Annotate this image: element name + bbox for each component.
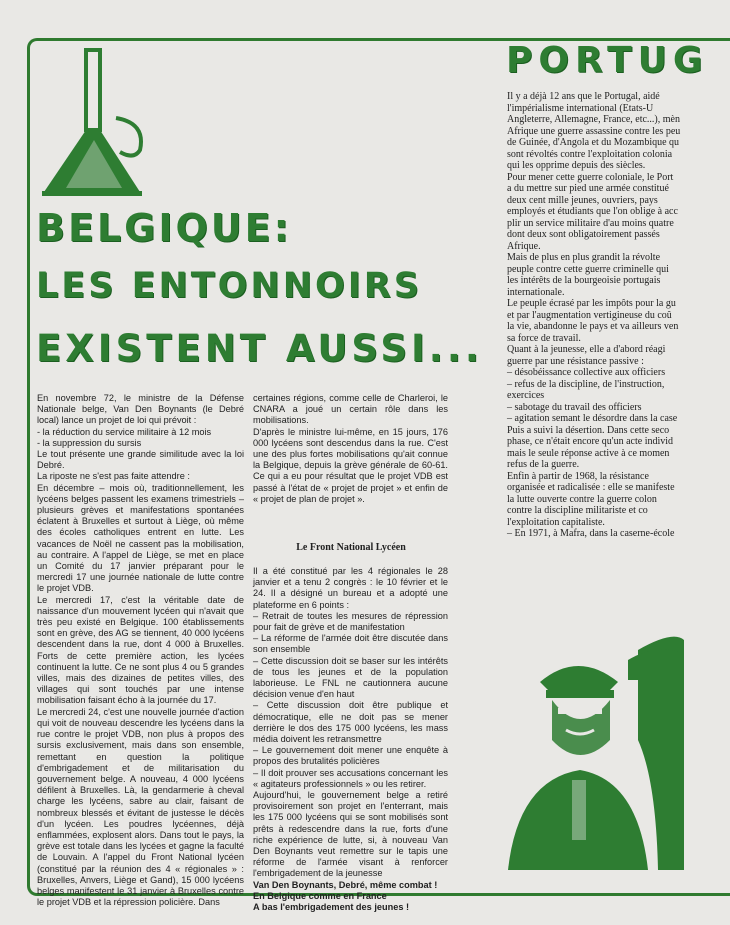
text-line: phase, ce n'était encore qu'un acte individ xyxy=(507,436,674,447)
paragraph: En novembre 72, le ministre de la Défense Nationale belge, Van Den Boynants (le Debré local) lance un projet de loi qui prévoit : xyxy=(37,393,244,426)
paragraph: - la suppression du sursis xyxy=(37,437,142,448)
text-line: les intérêts de la bourgeoisie portugais xyxy=(507,275,661,286)
slogan: A bas l'embrigadement des jeunes ! xyxy=(253,902,410,913)
paragraph: En décembre – mois où, traditionnellement, les lycéens belges passent les examens trimestriels – plusieurs grèves et manifestations spontanées éclatent à Bruxelles et surtout à Liège, où même des écoles catholiques entrent en lutte. Les vacances de Noël ne cassent pas la mobilisation, au contraire. A l'appel de Liège, se met en place un Comité du 17 janvier préparant pour le mercredi 17 une journée nationale de lutte contre le projet VDB. xyxy=(37,482,244,594)
slogan: En Belgique comme en France xyxy=(253,890,387,901)
text-line: qui les opprime depuis des siècles. xyxy=(507,160,646,171)
paragraph: Le tout présente une grande similitude avec la loi Debré. xyxy=(37,449,244,471)
text-line: Mais de plus en plus grandit la révolte xyxy=(507,252,661,263)
text-line: sont révoltés contre l'exploitation colonia xyxy=(507,148,673,160)
text-line: Le peuple écrasé par les impôts pour la gu xyxy=(507,298,676,309)
list-item: – Retrait de toutes les mesures de répression pour fait de grève et de manifestation xyxy=(253,610,448,633)
text-line: dont deux sont obligatoirement passés xyxy=(507,229,660,240)
text-line: mais le seule réponse active à ce momen xyxy=(507,447,670,459)
paragraph: D'après le ministre lui-même, en 15 jours, 176 000 lycéens sont descendus dans la rue. C'est une des plus fortes mobilisations qu'ait connue la Belgique, depuis la grève générale de 60-61. Ce qui a eu pour résultat que le projet VDB est passé à l'état de « projet de projet » et enfin de « projet de plan de projet ». xyxy=(253,426,448,504)
text-line: – refus de la discipline, de l'instruction, xyxy=(507,378,665,390)
text-line: l'exploitation capitaliste. xyxy=(507,516,605,528)
text-line: – sabotage du travail des officiers xyxy=(507,401,642,413)
text-line: a du mettre sur pied une armée constitué xyxy=(507,183,669,194)
text-line: Il y a déjà 12 ans que le Portugal, aidé xyxy=(507,91,660,102)
text-line: de Guinée, d'Angola et du Mozambique qu xyxy=(507,137,680,148)
text-line: peuple contre cette guerre criminelle qui xyxy=(507,263,669,275)
text-line: Quant à la jeunesse, elle a d'abord réagi xyxy=(507,344,666,355)
text-line: la lutte ouverte contre la guerre colon xyxy=(507,493,657,505)
list-item: – La réforme de l'armée doit être discutée dans son ensemble xyxy=(253,633,448,655)
funnel-illustration xyxy=(36,48,148,198)
text-line: Enfin à partir de 1968, la résistance xyxy=(507,470,649,482)
soldiers-illustration xyxy=(488,620,684,870)
text-line: contre la discipline militariste et co xyxy=(507,505,648,516)
list-item: – Il doit prouver ses accusations concernant les « agitateurs professionnels » ou les retirer. xyxy=(253,767,448,789)
paragraph: Aujourd'hui, le gouvernement belge a retiré provisoirement son projet en l'enterrant, mais les 175 000 lycéens qui se sont mobilisés sont prêts à redescendre dans la rue, forts d'une riche expérience de lutte, si, à nouveau Van Den Boynants veut remettre sur le tapis une réforme de l'armée visant à renforcer l'embrigadement de la jeunesse xyxy=(253,790,448,879)
paragraph: La riposte ne s'est pas faite attendre : xyxy=(37,471,190,482)
paragraph: Le mercredi 24, c'est une nouvelle journée d'action qui voit de nouveau descendre les lycéens dans la rue contre le projet VDB, non plus à propos des sursis exclusivement, mais dans son ensemble, remettant en question la politique d'embrigadement et de militarisation du gouvernement belge. A nouveau, 4 000 lycéens défilent à Bruxelles. Là, la gendarmerie à cheval charge les lycéens, sabre au clair, faisant de nombreux blessés et évitant de justesse le décès d'un lycéen. Les poudres lycéennes, déjà enflammées, explosent alors. Dans tout le pays, la grève est totale dans les lycées et gagne la faculté de Louvain. A l'appel du Front National lycéen (constitué par la réunion des 4 « régionales » : Bruxelles, Anvers, Liège et Gand), 15 000 lycéens belges manifestent le 31 janvier à Bruxelles contre le projet VDB et la répression policière. Dans xyxy=(37,706,244,908)
article-column-2-top xyxy=(253,393,448,505)
text-line: organisée et radicalisée : elle se manifeste xyxy=(507,482,675,493)
paragraph: certaines régions, comme celle de Charleroi, le CNARA a joué un certain rôle dans les mobilisations. xyxy=(253,393,448,426)
text-line: plir un service militaire d'au moins quatre xyxy=(507,217,674,229)
text-line: – En 1971, à Mafra, dans la caserne-école xyxy=(507,528,675,539)
paragraph: - la réduction du service militaire à 12 mois xyxy=(37,426,212,437)
text-line: exercices xyxy=(507,390,545,401)
list-item: – Le gouvernement doit mener une enquête à propos des brutalités policières xyxy=(253,745,448,767)
portugal-column xyxy=(507,91,684,540)
text-line: employés et étudiants que l'on oblige à acc xyxy=(507,206,678,217)
headline-line-3: EXISTENT AUSSI... xyxy=(36,327,483,370)
text-line: deux cent mille jeunes, ouvriers, pays xyxy=(507,194,658,206)
text-line: l'impérialisme international (Etats-U xyxy=(507,102,654,114)
text-line: et par l'augmentation vertigineuse du coû xyxy=(507,309,672,321)
headline-line-2: LES ENTONNOIRS xyxy=(36,266,422,306)
text-line: guerre par une résistance passive : xyxy=(507,355,644,367)
slogan: Van Den Boynants, Debré, même combat ! xyxy=(253,879,438,890)
portugal-headline: PORTUG xyxy=(506,40,709,81)
text-line: Angleterre, Allemagne, France, etc...), mèn xyxy=(507,114,680,125)
section-subheading: Le Front National Lycéen xyxy=(296,542,406,553)
article-column-2-bottom xyxy=(253,566,448,913)
text-line: internationale. xyxy=(507,286,565,298)
text-line: Pour mener cette guerre coloniale, le Port xyxy=(507,171,674,183)
text-line: Afrique une guerre assassine contre les peu xyxy=(507,125,681,137)
slogans xyxy=(253,880,448,914)
text-line: – désobéissance collective aux officiers xyxy=(507,367,666,378)
headline-line-1: BELGIQUE: xyxy=(36,206,292,250)
text-line: – agitation semant le désordre dans la case xyxy=(507,413,678,424)
paragraph: Il a été constitué par les 4 régionales le 28 janvier et a tenu 2 congrès : le 10 février et le 24. Il a désigné un bureau et a adopté une plateforme en 6 points : xyxy=(253,566,448,610)
article-column-1 xyxy=(37,393,244,908)
text-line: refus de la guerre. xyxy=(507,459,580,470)
list-item: – Cette discussion doit se baser sur les intérêts de tous les jeunes et de la population laborieuse. Le FNL ne cautionnera aucune décision venue d'en haut xyxy=(253,655,448,700)
text-line: Puis a suivi la désertion. Dans cette seco xyxy=(507,424,670,436)
text-line: la vie, abandonne le pays et va ailleurs ven xyxy=(507,321,679,332)
text-line: Afrique. xyxy=(507,240,541,252)
list-item: – Cette discussion doit être publique et démocratique, elle ne doit pas se mener derrière le dos des 175 000 lycéens, les mass média doivent les retransmettre xyxy=(253,700,448,745)
paragraph: Le mercredi 17, c'est la véritable date de naissance d'un mouvement lycéen qui n'avait que très peu existé en Belgique. 100 établissements sont en grève, des AG se tiennent, 40 000 lycéens descendent dans la rue, dont 4 000 à Bruxelles. Forts de cette première action, les lycées continuent la lutte. Ce ne sont plus 4 ou 5 grandes villes, mais des dizaines de petites villes, des villages qui sont touchés par une intense mobilisation faisant écho à la journée du 17. xyxy=(37,594,244,706)
text-line: sa force de travail. xyxy=(507,332,581,344)
